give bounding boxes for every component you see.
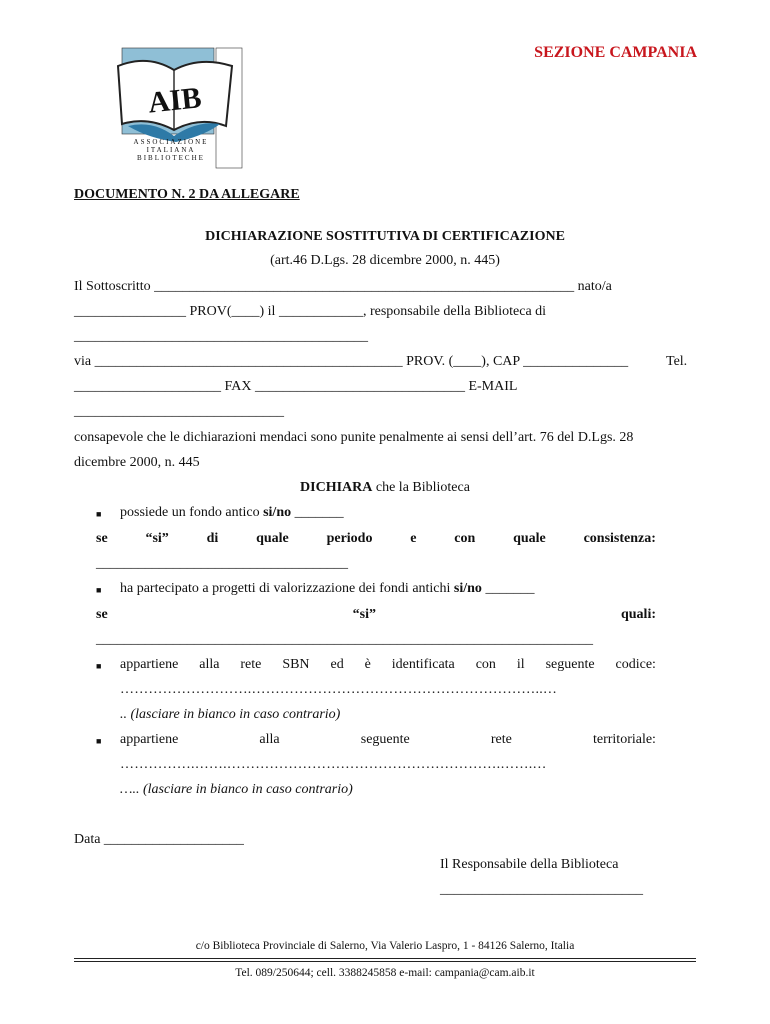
- email-line[interactable]: ______________________________: [74, 404, 284, 419]
- word: alla: [259, 732, 280, 747]
- word: “si”: [352, 607, 376, 622]
- logo-text: AIB: [146, 81, 203, 120]
- biblioteca-line[interactable]: __________________________________________: [74, 329, 368, 344]
- dichiara-bold: DICHIARA: [300, 480, 373, 495]
- consapevole-text-1: consapevole che le dichiarazioni mendaci sono punite penalmente ai sensi dell’art. 76 del D.Lgs. 28: [74, 430, 634, 445]
- word: appartiene: [120, 732, 179, 747]
- fax-email-line[interactable]: _____________________ FAX ______________________________ E-MAIL: [74, 379, 518, 394]
- word: di: [206, 531, 219, 546]
- word: con: [475, 657, 496, 672]
- doc-subtitle: (art.46 D.Lgs. 28 dicembre 2000, n. 445): [270, 253, 500, 268]
- item-fondo-antico: [120, 505, 344, 521]
- logo-caption-1: ASSOCIAZIONE: [133, 138, 209, 146]
- word: con: [454, 531, 476, 546]
- word: seguente: [360, 732, 410, 747]
- word: territoriale:: [592, 732, 656, 747]
- word: periodo: [326, 531, 373, 546]
- word: appartiene: [120, 657, 179, 672]
- bullet-icon: ■: [96, 661, 102, 671]
- word: consistenza:: [583, 531, 656, 546]
- doc-title: DICHIARAZIONE SOSTITUTIVA DI CERTIFICAZIONE: [205, 229, 565, 244]
- quali-blank[interactable]: _______________________________________________________________________: [96, 632, 593, 647]
- data-field[interactable]: Data ____________________: [74, 832, 244, 847]
- word: quali:: [620, 607, 656, 622]
- prov-line[interactable]: ________________ PROV(____) il ____________, responsabile della Biblioteca di: [74, 304, 547, 319]
- territoriale-note: ….. (lasciare in bianco in caso contrario): [120, 782, 353, 797]
- word: seguente: [545, 657, 595, 672]
- word: rete: [490, 732, 512, 747]
- sino-blank[interactable]: _______: [481, 581, 535, 596]
- word: è: [364, 657, 371, 672]
- sottoscritto-line[interactable]: Il Sottoscritto ____________________________________________________________ nato/a: [74, 279, 612, 294]
- se-si-quali-row: [96, 607, 656, 623]
- codice-blank[interactable]: ……………………….……………………………………………………..…: [120, 682, 558, 697]
- aib-logo: [108, 44, 248, 172]
- word: rete: [240, 657, 262, 672]
- sino-label: si/no: [263, 505, 292, 520]
- tel-label: Tel.: [666, 354, 688, 369]
- consistenza-blank[interactable]: ____________________________________: [96, 556, 348, 571]
- word: alla: [199, 657, 220, 672]
- word: identificata: [391, 657, 455, 672]
- word: quale: [513, 531, 546, 546]
- item-sbn: [120, 657, 656, 673]
- item-rete-territoriale: [120, 732, 656, 748]
- territoriale-blank[interactable]: …………….…….………………………………………………….…….…: [120, 757, 547, 772]
- bullet-icon: ■: [96, 585, 102, 595]
- word: SBN: [282, 657, 310, 672]
- signature-line[interactable]: _____________________________: [440, 882, 643, 897]
- word: se: [96, 607, 108, 622]
- footer-address: c/o Biblioteca Provinciale di Salerno, Via Valerio Laspro, 1 - 84126 Salerno, Italia: [195, 940, 575, 952]
- item-fondo-antico-label: possiede un fondo antico: [120, 505, 260, 520]
- dichiara-rest: che la Biblioteca: [372, 480, 470, 495]
- sino-label: si/no: [453, 581, 482, 596]
- consapevole-text-2: dicembre 2000, n. 445: [74, 455, 200, 470]
- footer-divider: [74, 961, 696, 962]
- responsabile-label: Il Responsabile della Biblioteca: [440, 857, 619, 872]
- item-progetti-label: ha partecipato a progetti di valorizzazione dei fondi antichi: [120, 581, 451, 596]
- word: il: [516, 657, 525, 672]
- footer-contacts: Tel. 089/250644; cell. 3388245858 e-mail: campania@cam.aib.it: [235, 967, 535, 979]
- se-si-periodo-row: [96, 531, 656, 547]
- word: codice:: [615, 657, 656, 672]
- documento-label: DOCUMENTO N. 2 DA ALLEGARE: [74, 187, 300, 202]
- via-line[interactable]: via ____________________________________________ PROV. (____), CAP _______________: [74, 354, 629, 369]
- bullet-icon: ■: [96, 509, 102, 519]
- word: “si”: [145, 531, 169, 546]
- sezione-title: SEZIONE CAMPANIA: [534, 44, 697, 61]
- footer-divider: [74, 958, 696, 959]
- bullet-icon: ■: [96, 736, 102, 746]
- word: quale: [256, 531, 289, 546]
- word: se: [96, 531, 108, 546]
- logo-caption-2: ITALIANA: [146, 146, 196, 154]
- dichiara-heading: [0, 480, 770, 496]
- logo-caption-3: BIBLIOTECHE: [137, 154, 205, 162]
- sino-blank[interactable]: _______: [291, 505, 344, 520]
- word: ed: [330, 657, 344, 672]
- sbn-note: .. (lasciare in bianco in caso contrario): [120, 707, 341, 722]
- item-progetti: [120, 581, 534, 597]
- word: e: [410, 531, 417, 546]
